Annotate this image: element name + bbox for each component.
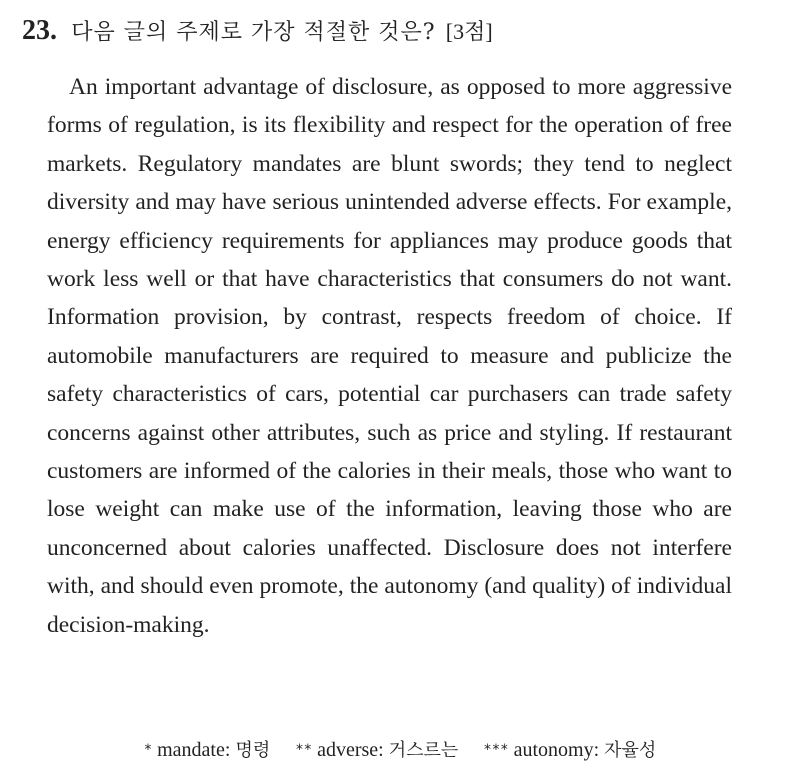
footnote-gloss: 자율성	[604, 740, 657, 761]
footnote-gloss: 명령	[235, 740, 271, 761]
footnote-adverse	[295, 739, 463, 761]
footnote-mark: ***	[483, 742, 509, 758]
question-number: 23.	[22, 15, 57, 46]
footnote-mandate	[144, 739, 276, 761]
footnote-term: autonomy:	[513, 739, 600, 761]
footnote-autonomy	[483, 739, 656, 761]
footnote-term: mandate:	[157, 739, 231, 761]
footnote-gloss: 거스르는	[388, 740, 459, 761]
footnote-mark: **	[295, 742, 313, 758]
reading-passage: An important advantage of disclosure, as opposed to more aggressive forms of regulation, is its flexibility and respect for the operation of free markets. Regulatory mandates are blunt swords; they tend to neglect diversity and may have serious unintended adverse effects. For example, energy efficiency requirements for appliances may produce goods that work less well or that have characteristics that consumers do not want. Information provision, by contrast, respects freedom of choice. If automobile manufacturers are required to measure and publicize the safety characteristics of cars, potential car purchasers can trade safety concerns against other attributes, such as price and styling. If restaurant customers are informed of the calories in their meals, those who want to lose weight can make use of the information, leaving those who are unconcerned about calories unaffected. Disclosure does not interfere with, and should even promote, the autonomy (and quality) of individual decision-making.	[47, 74, 732, 638]
footnotes	[0, 735, 800, 766]
footnote-term: adverse:	[317, 739, 384, 761]
footnote-mark: *	[143, 742, 153, 758]
question-points: [3점]	[445, 19, 493, 44]
question-header	[22, 14, 493, 50]
question-prompt: 다음 글의 주제로 가장 적절한 것은?	[71, 20, 436, 45]
